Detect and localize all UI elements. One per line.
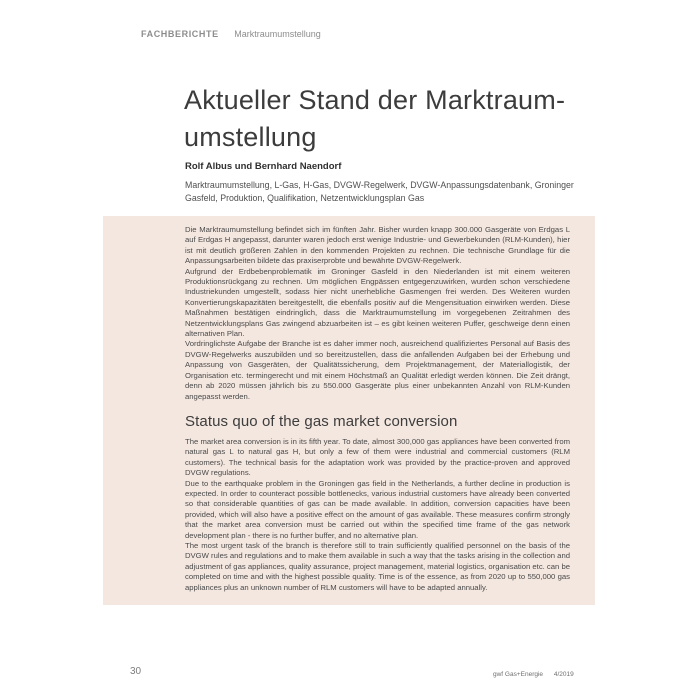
abstract-english-paragraph-3: The most urgent task of the branch is therefore still to train sufficiently qualified personnel on the basis of the DVGW rules and regulations and to make them available in such a way that the tasks arising in the collection and adjustment of gas appliances, quality assurance, project management, material logistics, organisation etc. can be completed on time and with the highest possible quality. Time is of the essence, as from 2020 up to 550,000 gas appliances plus an unknown number of RLM customers will have to be adapted annually. bbox=[185, 540, 571, 592]
keywords-line: Marktraumumstellung, L-Gas, H-Gas, DVGW-Regelwerk, DVGW-Anpassungsdatenbank, Groninger Gasfeld, Produktion, Qualifikation, Netzentwicklungsplan Gas bbox=[185, 180, 574, 203]
abstract-box bbox=[103, 216, 595, 605]
authors-line: Rolf Albus und Bernhard Naendorf bbox=[185, 161, 342, 172]
abstract-german bbox=[185, 225, 570, 402]
running-head-section: FACHBERICHTE bbox=[141, 29, 219, 39]
english-section-heading: Status quo of the gas market conversion bbox=[185, 412, 458, 430]
abstract-english bbox=[185, 437, 570, 593]
page-number: 30 bbox=[130, 666, 142, 677]
running-head-topic: Marktraumumstellung bbox=[234, 29, 321, 39]
article-title-line1: Aktueller Stand der Marktraum- bbox=[184, 85, 566, 115]
journal-footer bbox=[493, 671, 574, 678]
abstract-english-paragraph-1: The market area conversion is in its fifth year. To date, almost 300,000 gas appliances have been converted from natural gas L to natural gas H, but only a few of them were industrial and commercial customers (RLM customers). The technical basis for the adaptation work was provided by the practice-proven and approved DVGW regulations. bbox=[185, 436, 570, 478]
abstract-german-paragraph-3: Vordringlichste Aufgabe der Branche ist es daher immer noch, ausreichend qualifiziertes Personal auf Basis des DVGW-Regelwerks auszubilden und so bereitzustellen, dass die anfallenden Aufgaben bei der Erhebung und Anpassung von Gasgeräten, der Qualitätssicherung, dem Projektmanagement, der Materiallogistik, der Organisation etc. termingerecht und mit einem Höchstmaß an Qualität erledigt werden können. Die Zeit drängt, denn ab 2020 müssen jährlich bis zu 550.000 Gasgeräte plus einer unbekannten Anzahl von RLM-Kunden angepasst werden. bbox=[185, 339, 570, 401]
issue-number: 4/2019 bbox=[553, 671, 574, 678]
journal-name: gwf Gas+Energie bbox=[493, 671, 544, 678]
article-title-line2: umstellung bbox=[184, 122, 317, 152]
abstract-german-paragraph-2: Aufgrund der Erdbebenproblematik im Groninger Gasfeld in den Niederlanden ist mit einem weiteren Produktionsrückgang zu rechnen. Um möglichen Engpässen entgegenzuwirken, wurden schon verschiedene Industriekunden umgestellt, sodass hier nicht unerhebliche Gasmengen frei werden. Des Weiteren wurden Konvertierungskapazitäten bereitgestellt, die ebenfalls positiv auf die Mengensituation einwirken werden. Diese Maßnahmen bestätigen eindringlich, dass die Marktraumumstellung im vorgegebenen Zeitrahmen des Netzentwicklungsplans Gas zwingend abzuarbeiten ist – es gibt keinen weiteren Puffer, geschweige denn einen alternativen Plan. bbox=[185, 266, 570, 339]
article-title bbox=[184, 82, 565, 156]
abstract-english-paragraph-2: Due to the earthquake problem in the Groningen gas field in the Netherlands, a further decline in production is expected. In order to counteract possible bottlenecks, various industrial customers have already been converted so that considerable quantities of gas can be made available. In addition, conversion capacities have been provided, which will also have a positive effect on the amount of gas available. These measures confirm strongly that the market area conversion must be carried out within the specified time frame of the gas network development plan - there is no further buffer, and no alternative plan. bbox=[185, 478, 570, 540]
abstract-german-paragraph-1: Die Marktraumumstellung befindet sich im fünften Jahr. Bisher wurden knapp 300.000 Gasgeräte von Erdgas L auf Erdgas H angepasst, darunter waren jedoch erst wenige Industrie- und Gewerbekunden (RLM-Kunden), hier ist mit deutlich größeren Zahlen in den kommenden Projekten zu rechnen. Die technische Grundlage für die Anpassungsarbeiten bildete das praxiserprobte und bewährte DVGW-Regelwerk. bbox=[185, 225, 570, 266]
running-head bbox=[141, 29, 321, 39]
